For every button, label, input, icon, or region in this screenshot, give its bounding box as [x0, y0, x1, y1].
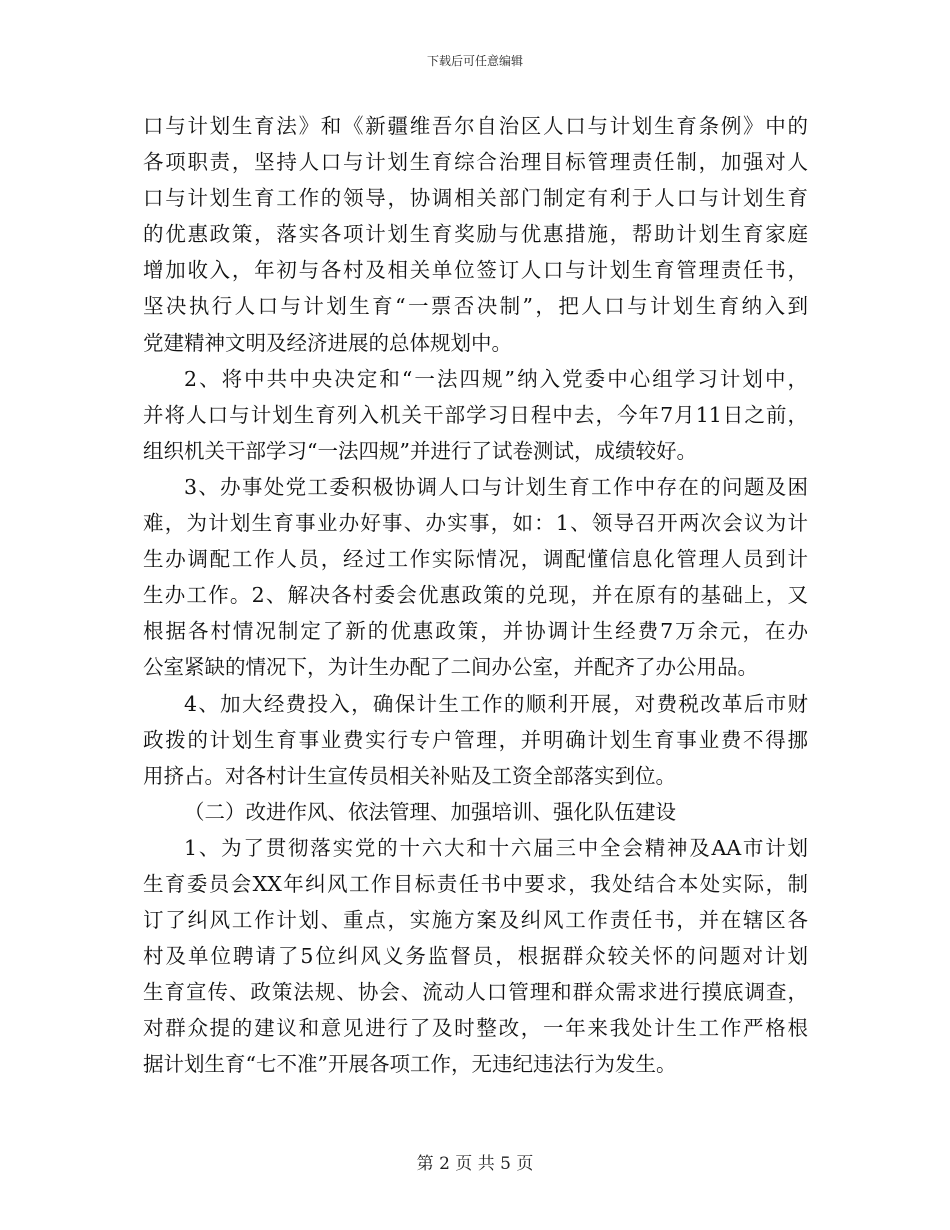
page-header-note: 下载后可任意编辑	[426, 54, 523, 68]
paragraph-line: 坚决执行人口与计划生育“一票否决制”，把人口与计划生育纳入到	[143, 294, 808, 319]
paragraph-line: 用挤占。对各村计生宣传员相关补贴及工资全部落实到位。	[143, 763, 676, 788]
paragraph-line: 2、将中共中央决定和“一法四规”纳入党委中心组学习计划中，	[184, 366, 808, 391]
document-body	[143, 108, 808, 1083]
paragraph-line: 政拨的计划生育事业费实行专户管理，并明确计划生育事业费不得挪	[143, 727, 808, 752]
paragraph-line: 4、加大经费投入，确保计生工作的顺利开展，对费税改革后市财	[184, 691, 808, 716]
paragraph-line: 难，为计划生育事业办好事、办实事，如：1、领导召开两次会议为计	[143, 511, 808, 536]
paragraph-line: 口与计划生育法》和《新疆维吾尔自治区人口与计划生育条例》中的	[143, 114, 808, 138]
paragraph-line: 党建精神文明及经济进展的总体规划中。	[143, 330, 512, 355]
paragraph-line: 口与计划生育工作的领导，协调相关部门制定有利于人口与计划生育	[143, 186, 808, 211]
paragraph-line: 公室紧缺的情况下，为计生办配了二间办公室，并配齐了办公用品。	[143, 655, 758, 680]
paragraph-line: 的优惠政策，落实各项计划生育奖励与优惠措施，帮助计划生育家庭	[143, 222, 808, 247]
paragraph-line: 3、办事处党工委积极协调人口与计划生育工作中存在的问题及困	[184, 474, 808, 499]
paragraph-line: 对群众提的建议和意见进行了及时整改，一年来我处计生工作严格根	[143, 1016, 808, 1041]
page-number-footer: 第 2 页 共 5 页	[416, 1154, 534, 1174]
paragraph-line: 生办调配工作人员，经过工作实际情况，调配懂信息化管理人员到计	[143, 547, 808, 572]
paragraph-line: 生育宣传、政策法规、协会、流动人口管理和群众需求进行摸底调查，	[143, 980, 808, 1005]
paragraph-line: 生育委员会XX年纠风工作目标责任书中要求，我处结合本处实际，制	[143, 871, 808, 896]
paragraph-line: 各项职责，坚持人口与计划生育综合治理目标管理责任制，加强对人	[143, 150, 808, 175]
paragraph-line: 生办工作。2、解决各村委会优惠政策的兑现，并在原有的基础上，又	[143, 583, 808, 608]
paragraph-line: 根据各村情况制定了新的优惠政策，并协调计生经费7万余元，在办	[143, 619, 808, 644]
section-heading: （二）改进作风、依法管理、加强培训、强化队伍建设	[184, 799, 676, 824]
paragraph-line: 1、为了贯彻落实党的十六大和十六届三中全会精神及AA市计划	[184, 835, 808, 860]
paragraph-line: 订了纠风工作计划、重点，实施方案及纠风工作责任书，并在辖区各	[143, 908, 808, 933]
paragraph-line: 据计划生育“七不准”开展各项工作，无违纪违法行为发生。	[143, 1052, 677, 1077]
paragraph-line: 村及单位聘请了5位纠风义务监督员，根据群众较关怀的问题对计划	[143, 944, 808, 969]
paragraph-line: 增加收入，年初与各村及相关单位签订人口与计划生育管理责任书，	[143, 258, 808, 283]
paragraph-line: 并将人口与计划生育列入机关干部学习日程中去，今年7月11日之前，	[143, 402, 808, 427]
paragraph-line: 组织机关干部学习“一法四规”并进行了试卷测试，成绩较好。	[143, 438, 697, 463]
